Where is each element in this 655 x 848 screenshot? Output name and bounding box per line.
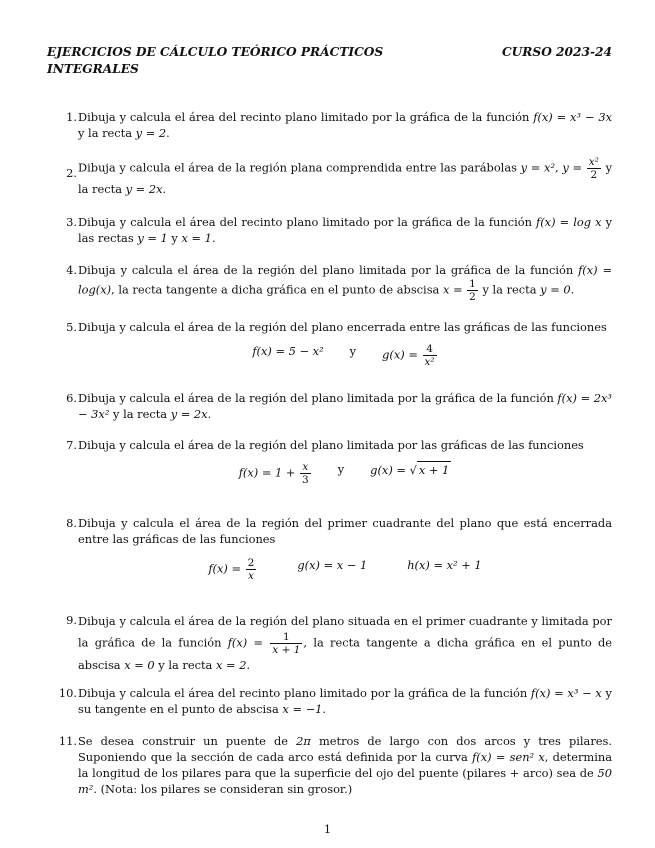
exercise-text: y las rectas bbox=[78, 215, 613, 245]
function-f: f(x) = 5 − x² bbox=[252, 344, 324, 358]
display-equations bbox=[78, 461, 612, 486]
exercise-text: y la recta bbox=[478, 282, 541, 297]
math-expression: x = bbox=[442, 282, 463, 297]
exercise-text: y su tangente en el punto de abscisa bbox=[78, 686, 612, 716]
document-subtitle: INTEGRALES bbox=[47, 62, 139, 76]
page-number: 1 bbox=[323, 822, 332, 836]
math-expression: f(x) = sen² x bbox=[472, 750, 545, 764]
exercise-text: . bbox=[322, 702, 327, 716]
exercise-number: 1. bbox=[66, 110, 77, 124]
exercise-number: 10. bbox=[58, 686, 77, 700]
exercise-text: Dibuja y calcula el área de la región del plano encerrada entre las gráficas de las funciones bbox=[78, 320, 607, 334]
exercise-number: 5. bbox=[66, 320, 77, 334]
math-expression: y = 2x bbox=[125, 182, 163, 196]
exercise-number: 3. bbox=[66, 215, 77, 229]
fraction: $\frac{1}{2}$ bbox=[469, 278, 476, 303]
exercise-8 bbox=[58, 515, 612, 582]
math-expression: y = 1 bbox=[137, 231, 168, 245]
exercise-text: , la recta tangente a dicha gráfica en el punto de abscisa bbox=[111, 282, 443, 297]
exercise-text: . bbox=[211, 231, 216, 245]
exercise-text: Dibuja y calcula el área del recinto plano limitado por la gráfica de la función bbox=[78, 686, 531, 700]
exercise-9 bbox=[58, 612, 612, 675]
math-expression: y = x² bbox=[520, 160, 556, 175]
exercise-number: 4. bbox=[66, 263, 77, 277]
exercise-11 bbox=[58, 733, 612, 797]
exercise-text: , bbox=[555, 160, 563, 175]
exercise-text: y bbox=[167, 231, 182, 245]
exercise-text: , determina la longitud de los pilares para que la superficie del ojo del puente (pilares + arco) sea de bbox=[78, 750, 613, 780]
math-expression: f(x) = log x bbox=[536, 215, 602, 229]
exercise-number: 9. bbox=[66, 613, 77, 627]
exercise-text: . bbox=[570, 282, 575, 297]
exercise-text: Dibuja y calcula el área de la región plana comprendida entre las parábolas bbox=[78, 160, 521, 175]
math-expression: f(x) = 2x³ − 3x² bbox=[78, 391, 612, 421]
exercise-text: Dibuja y calcula el área de la región del plano limitada por la gráfica de la función bbox=[78, 263, 579, 277]
math-expression: 50 m² bbox=[78, 766, 612, 796]
display-equations bbox=[78, 557, 612, 582]
display-equations bbox=[78, 343, 612, 368]
fraction: $\frac{2}{x}$ bbox=[247, 557, 255, 582]
exercise-text: y la recta bbox=[78, 160, 613, 196]
exercise-text: y la recta bbox=[154, 658, 216, 672]
exercise-5 bbox=[58, 319, 612, 368]
function-f: f(x) = $\frac{2}{x}$ bbox=[208, 557, 255, 582]
fraction: $\frac{1}{x + 1}$ bbox=[272, 631, 301, 656]
exercise-text: . bbox=[207, 407, 212, 421]
exercise-text: y la recta bbox=[109, 407, 171, 421]
exercise-text: Dibuja y calcula el área del recinto plano limitado por la gráfica de la función bbox=[78, 110, 534, 124]
function-g: g(x) = √ x + 1 bbox=[370, 463, 450, 477]
course-label: CURSO 2023-24 bbox=[501, 45, 612, 59]
document-title: EJERCICIOS DE CÁLCULO TEÓRICO PRÁCTICOS bbox=[47, 45, 384, 59]
exercise-number: 2. bbox=[66, 166, 77, 180]
exercise-text: , la recta tangente a dicha gráfica en el punto de abscisa bbox=[78, 635, 613, 672]
exercise-6 bbox=[58, 390, 612, 422]
exercise-text: y la recta bbox=[78, 126, 136, 140]
exercise-text: Se desea construir un puente de bbox=[78, 734, 297, 748]
exercise-2 bbox=[58, 156, 612, 197]
math-expression: y = 0 bbox=[540, 282, 571, 297]
math-expression: y = 2x bbox=[170, 407, 208, 421]
exercise-text: Dibuja y calcula el área del recinto plano limitado por la gráfica de la función bbox=[78, 215, 536, 229]
function-g: g(x) = $\frac{4}{\text{x²}}$ bbox=[382, 343, 435, 368]
exercise-text: Dibuja y calcula el área de la región del plano situada en el primer cuadrante y limitada por la gráfica de la función bbox=[78, 614, 612, 650]
conjunction: y bbox=[337, 462, 345, 476]
exercise-number: 7. bbox=[66, 438, 77, 452]
math-expression: y = 2 bbox=[135, 126, 167, 140]
math-expression: f(x) = x³ − 3x bbox=[533, 110, 612, 124]
exercise-text: . bbox=[246, 658, 251, 672]
exercise-text: metros de largo con dos arcos y tres pilares. Suponiendo que la sección de cada arco está definida por la curva bbox=[78, 734, 612, 764]
math-expression: f(x) = x³ − x bbox=[530, 686, 602, 700]
page-header bbox=[47, 44, 612, 78]
function-f: f(x) = 1 + $\frac{x}{3}$ bbox=[238, 461, 309, 486]
exercise-number: 11. bbox=[58, 734, 77, 748]
fraction: $\frac{4}{\text{x²}}$ bbox=[424, 343, 435, 368]
function-g: g(x) = x − 1 bbox=[297, 558, 368, 572]
math-expression: x = 1 bbox=[181, 231, 212, 245]
math-expression: x = 2 bbox=[215, 658, 247, 672]
function-h: h(x) = x² + 1 bbox=[407, 558, 482, 572]
fraction: $\frac{\text{x²}}{2}$ bbox=[588, 156, 599, 181]
exercise-text: . (Nota: los pilares se consideran sin grosor.) bbox=[93, 782, 353, 796]
exercise-number: 8. bbox=[66, 516, 77, 530]
exercise-4 bbox=[58, 262, 612, 303]
exercise-7 bbox=[58, 437, 612, 486]
exercise-10 bbox=[58, 685, 612, 717]
exercise-text: Dibuja y calcula el área de la región del plano limitada por las gráficas de las funciones bbox=[78, 438, 584, 452]
exercise-text: Dibuja y calcula el área de la región del plano limitada por la gráfica de la función bbox=[78, 391, 558, 405]
math-expression: x = −1 bbox=[282, 702, 323, 716]
math-expression: 2π bbox=[296, 734, 311, 748]
conjunction: y bbox=[349, 344, 357, 358]
math-expression: f(x) = bbox=[227, 635, 264, 650]
exercise-text: . bbox=[166, 126, 170, 140]
exercise-number: 6. bbox=[66, 391, 77, 405]
math-expression: x = 0 bbox=[124, 658, 155, 672]
math-expression: f(x) = log(x) bbox=[78, 263, 612, 297]
exercise-text: Dibuja y calcula el área de la región del primer cuadrante del plano que está encerrada entre las gráficas de las funciones bbox=[78, 516, 612, 546]
math-expression: y = bbox=[562, 160, 583, 175]
fraction: $\frac{x}{3}$ bbox=[302, 461, 309, 486]
square-root: x + 1 bbox=[418, 463, 450, 477]
exercise-1 bbox=[58, 109, 612, 141]
exercise-text: . bbox=[162, 182, 167, 196]
exercise-3 bbox=[58, 214, 612, 246]
